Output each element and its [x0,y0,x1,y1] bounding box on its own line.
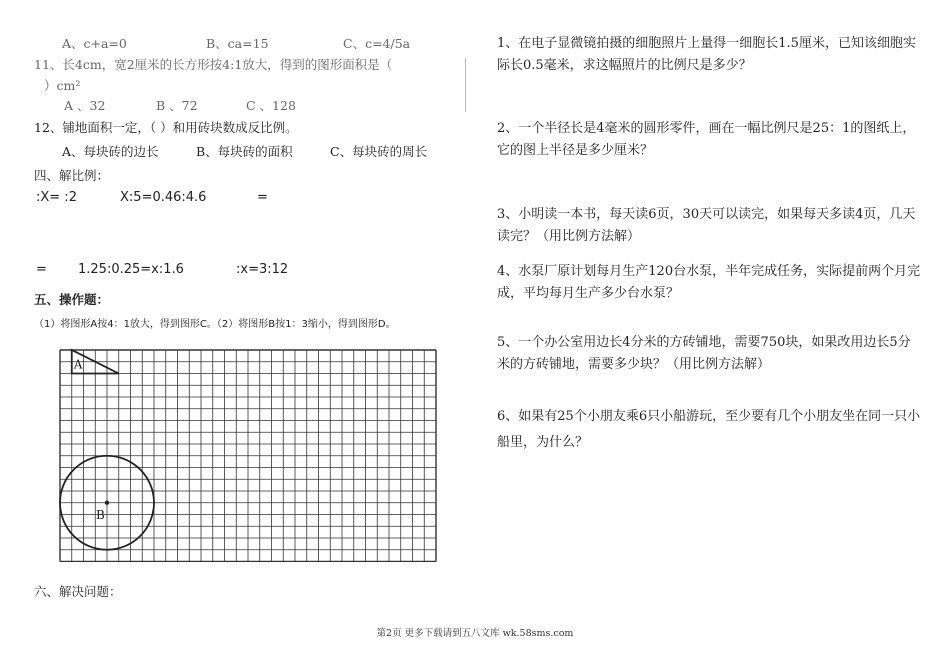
q10-option-b: B、ca=15 [206,36,269,51]
q12-option-b: B、每块砖的面积 [196,144,293,159]
ratio-eq-4: = [36,262,47,277]
section5-title: 五、操作题： [34,292,110,307]
ratio-eq-6: :x=3:12 [236,262,289,277]
page-footer: 第2页 更多下载请到五八文库 wk.58sms.com [376,628,574,639]
operation-instruction: （1）将图形A按4：1放大，得到图形C。（2）将图形B按1：3缩小，得到图形D。 [34,319,396,330]
q11-unit: ）cm² [44,78,81,93]
problem-1: 1、在电子显微镜拍摄的细胞照片上量得一细胞长1.5厘米，已知该细胞实际长0.5毫米，求这幅照片的比例尺是多少？ [497,36,916,73]
problem-4: 4、水泵厂原计划每月生产120台水泵，半年完成任务，实际提前两个月完成，平均每月生产多少台水泵？ [497,264,921,301]
q11-option-b: B 、72 [156,98,198,113]
grid-diagram [38,340,443,562]
q12-text: 12、铺地面积一定，（ ）和用砖块数成反比例。 [34,120,298,135]
ratio-eq-2: X:5=0.46:4.6 [120,190,207,205]
section4-title: 四、解比例： [34,168,110,183]
q11-option-c: C 、128 [246,98,296,113]
problem-3: 3、小明读一本书，每天读6页，30天可以读完，如果每天多读4页，几天读完？（用比例方法解） [497,207,916,244]
shape-b-center-point [105,501,109,505]
shape-b-label: B [96,507,105,522]
problem-5: 5、一个办公室用边长4分米的方砖铺地，需要750块，如果改用边长5分米的方砖铺地，需要多少块？（用比例方法解） [497,335,911,372]
shape-a-label: A [73,357,83,372]
problem-2: 2、一个半径长是4毫米的圆形零件，画在一幅比例尺是25：1的图纸上，它的图上半径是多少厘米？ [497,121,916,158]
q12-option-c: C、每块砖的周长 [330,144,428,159]
section6-title: 六、解决问题： [34,584,122,599]
q10-option-a: A、c+a=0 [62,36,127,51]
q10-option-c: C、c=4/5a [343,36,411,51]
q12-option-a: A、每块砖的边长 [62,144,159,159]
q11-text: 11、长4cm，宽2厘米的长方形按4:1放大，得到的图形面积是（ [34,57,393,72]
ratio-eq-3: = [257,190,268,205]
ratio-eq-1: :X= :2 [36,190,77,205]
column-divider [465,58,466,112]
q11-option-a: A 、32 [64,98,106,113]
ratio-eq-5: 1.25:0.25=x:1.6 [78,262,184,277]
problem-6: 6、如果有25个小朋友乘6只小船游玩，至少要有几个小朋友坐在同一只小船里，为什么？ [497,409,921,450]
